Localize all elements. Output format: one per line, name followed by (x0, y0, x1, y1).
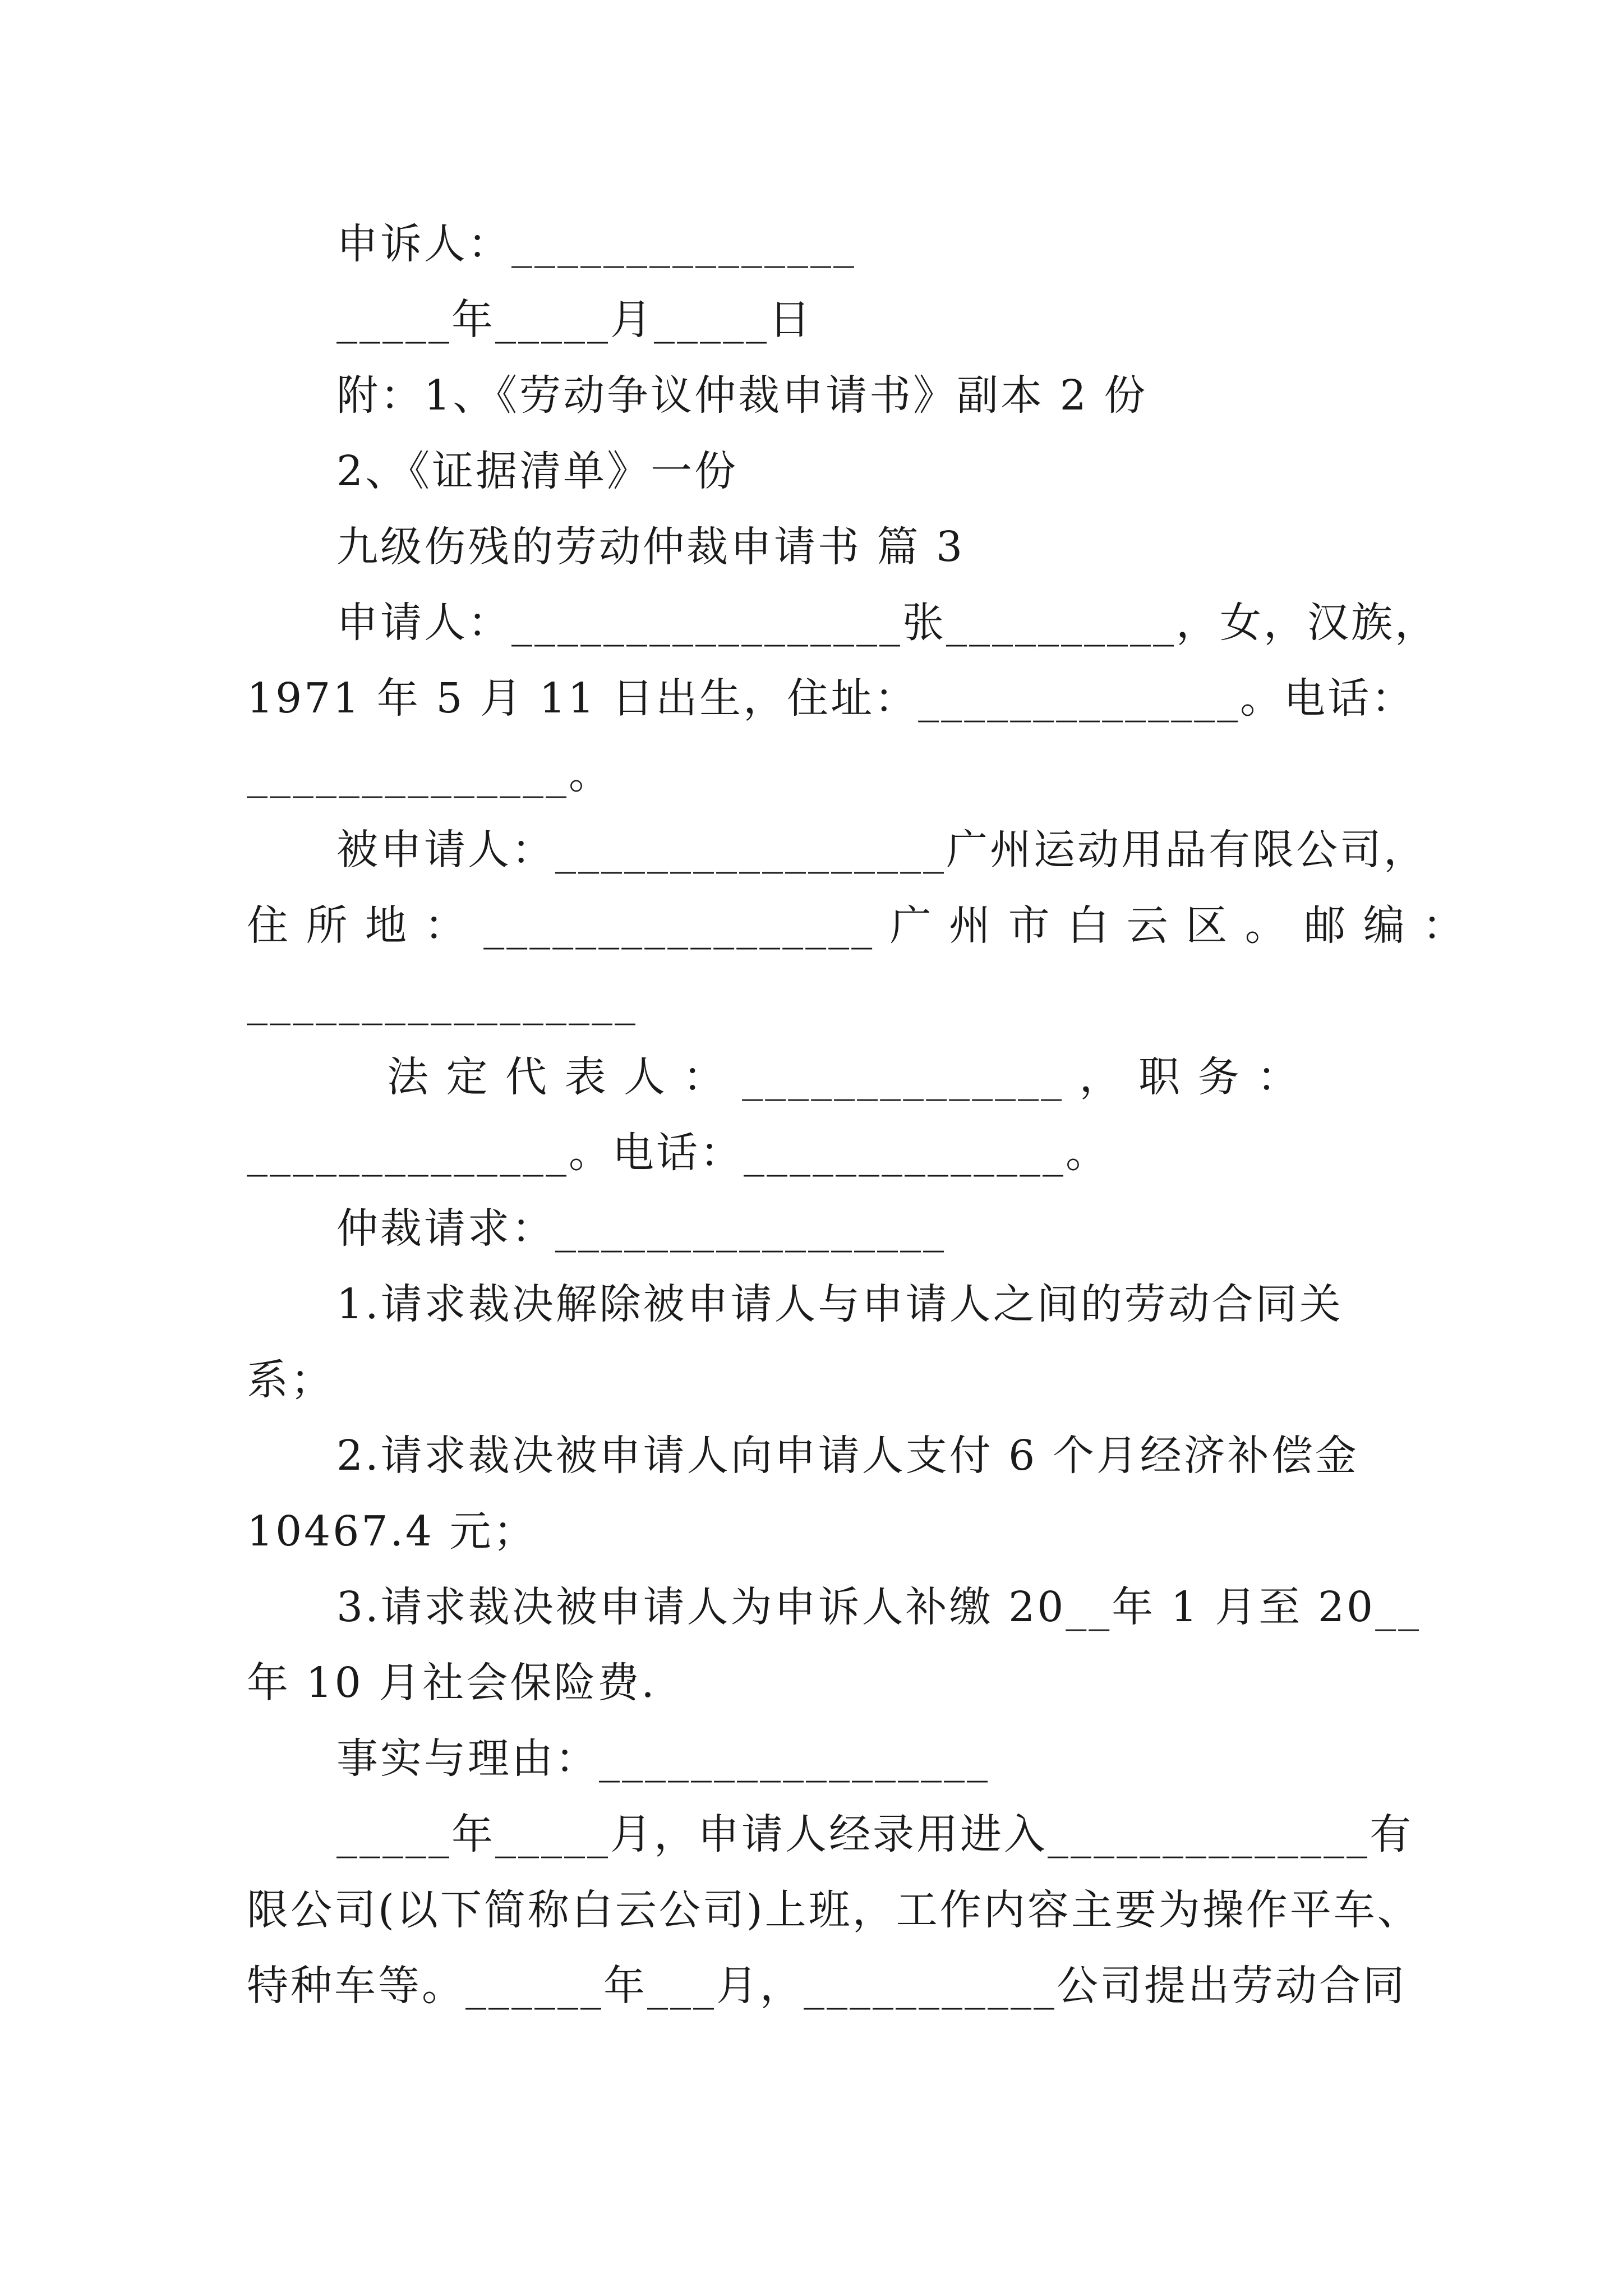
complainant-signature-line: 申诉人：_______________ (336, 220, 856, 268)
respondent-line-3: _________________ (247, 977, 638, 1025)
legal-representative-line-2: ______________。电话：______________。 (247, 1129, 1109, 1177)
request-item-1-line-2: 系； (247, 1356, 334, 1404)
request-item-2-line-1: 2.请求裁决被申请人向申请人支付 6 个月经济补偿金 (336, 1432, 1359, 1480)
attachment-item-1: 附：1、《劳动争议仲裁申请书》副本 2 份 (336, 371, 1148, 420)
applicant-line-2: 1971 年 5 月 11 日出生，住址：______________。电话： (247, 674, 1415, 723)
respondent-line-2: 住 所 地 ： _________________ 广 州 市 白 云 区 。 邮 编 ： (247, 901, 1467, 950)
legal-representative-line-1: 法 定 代 表 人 ： ______________ ， 职 务 ： (387, 1053, 1301, 1101)
request-item-3-line-1: 3.请求裁决被申请人为申诉人补缴 20__年 1 月至 20__ (336, 1583, 1422, 1631)
applicant-line-1: 申请人：_________________张__________，女，汉族， (336, 599, 1438, 647)
applicant-line-3: ______________。 (247, 750, 612, 798)
request-item-1-line-1: 1.请求裁决解除被申请人与申请人之间的劳动合同关 (336, 1280, 1343, 1328)
facts-and-reasons-heading: 事实与理由：_________________ (336, 1734, 990, 1783)
request-item-3-line-2: 年 10 月社会保险费. (247, 1659, 657, 1707)
facts-line-2: 限公司(以下简称白云公司)上班，工作内容主要为操作平车、 (247, 1886, 1421, 1934)
arbitration-request-heading: 仲裁请求：_________________ (336, 1204, 946, 1253)
signature-date-line: _____年_____月_____日 (336, 296, 813, 344)
facts-line-1: _____年_____月，申请人经录用进入______________有 (336, 1810, 1413, 1858)
section-heading: 九级伤残的劳动仲裁申请书 篇 3 (336, 523, 965, 571)
attachment-item-2: 2、《证据清单》一份 (336, 447, 739, 495)
request-item-2-line-2: 10467.4 元； (247, 1507, 537, 1556)
respondent-line-1: 被申请人：_________________广州运动用品有限公司， (336, 826, 1427, 874)
facts-line-3: 特种车等。______年___月，___________公司提出劳动合同 (247, 1962, 1407, 2010)
